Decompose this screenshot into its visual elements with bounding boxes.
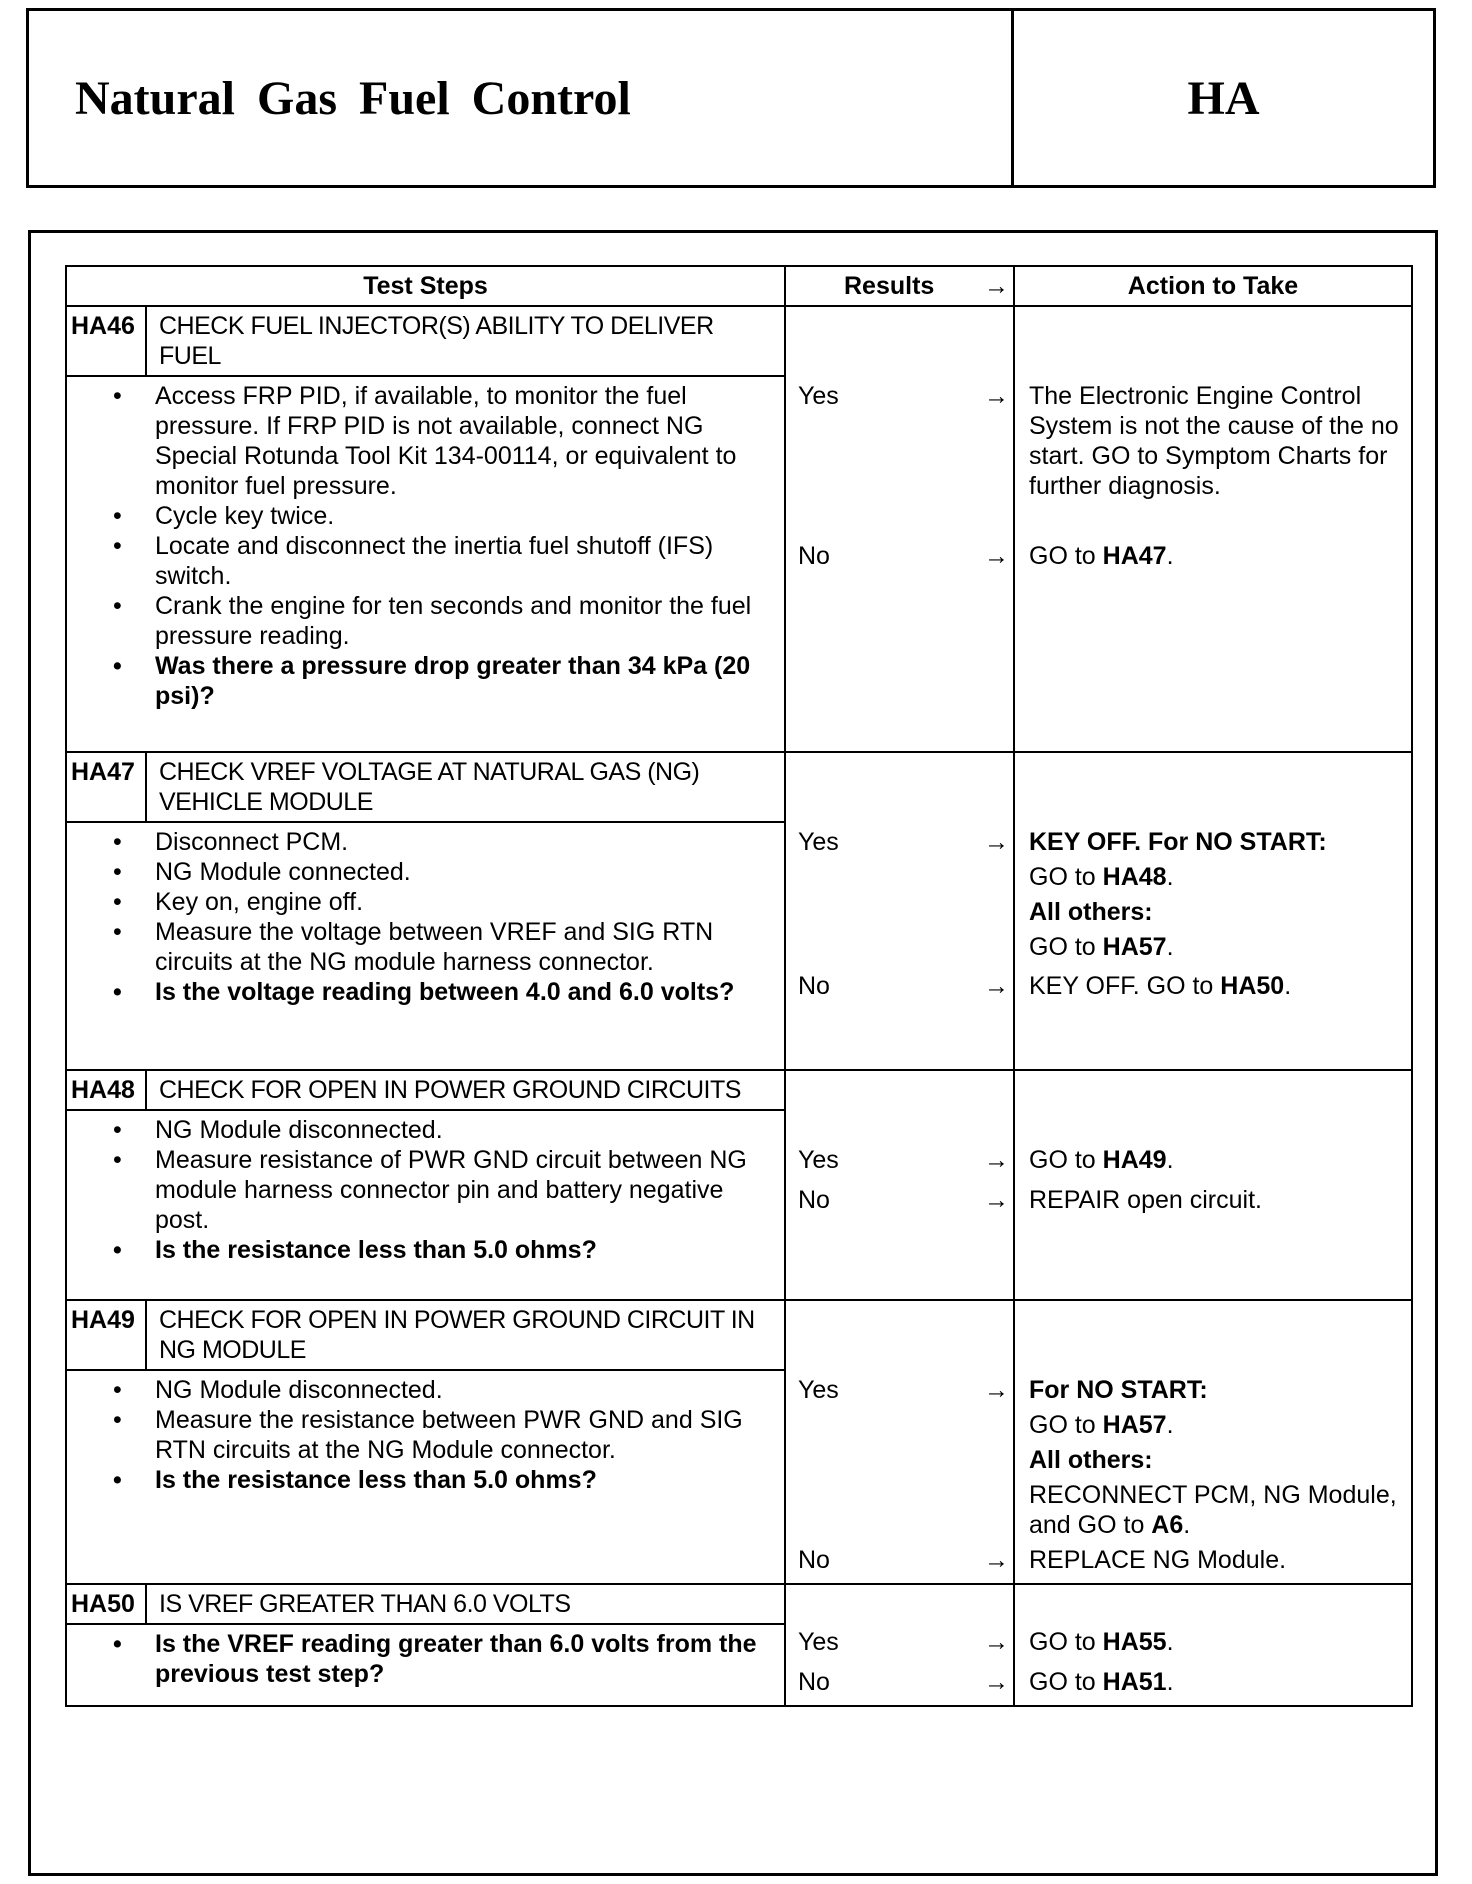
list-item: • Key on, engine off.	[155, 887, 772, 917]
arrow-right-icon: →	[984, 272, 1009, 300]
step-question: • Was there a pressure drop greater than 34 kPa (20 psi)?	[155, 651, 772, 711]
arrow-right-icon: →	[984, 542, 1009, 570]
list-item: • NG Module disconnected.	[155, 1375, 772, 1405]
step-question: • Is the voltage reading between 4.0 and 6.0 volts?	[155, 977, 772, 1007]
results-cell	[785, 1070, 1014, 1300]
step-question: • Is the resistance less than 5.0 ohms?	[155, 1235, 772, 1265]
action-text: REPLACE NG Module.	[1029, 1546, 1287, 1574]
arrow-right-icon: →	[984, 1546, 1009, 1574]
action-text: REPAIR open circuit.	[1029, 1186, 1262, 1214]
step-id: HA50	[67, 1585, 147, 1623]
action-text: GO to HA57.	[1029, 933, 1174, 961]
step-title: CHECK VREF VOLTAGE AT NATURAL GAS (NG) VEHICLE MODULE	[159, 758, 700, 816]
step-heading	[67, 753, 784, 823]
header-results	[785, 266, 1014, 306]
list-item: • Cycle key twice.	[155, 501, 772, 531]
action-text: GO to HA49.	[1029, 1146, 1174, 1174]
step-heading	[67, 1585, 784, 1625]
action-text: GO to HA55.	[1029, 1628, 1174, 1656]
result-yes: Yes	[798, 1146, 839, 1174]
step-cell	[66, 752, 785, 1070]
step-question: • Is the resistance less than 5.0 ohms?	[155, 1465, 772, 1495]
header-action: Action to Take	[1014, 266, 1412, 306]
action-text: For NO START:	[1029, 1376, 1208, 1404]
arrow-right-icon: →	[984, 972, 1009, 1000]
step-id: HA46	[67, 307, 147, 375]
page-title: Natural Gas Fuel Control	[29, 11, 1014, 185]
step-title: CHECK FUEL INJECTOR(S) ABILITY TO DELIVER FUEL	[159, 312, 714, 370]
table-row	[66, 306, 1412, 752]
results-cell	[785, 752, 1014, 1070]
action-cell	[1014, 306, 1412, 752]
step-cell	[66, 306, 785, 752]
step-id: HA49	[67, 1301, 147, 1369]
list-item: • Locate and disconnect the inertia fuel shutoff (IFS) switch.	[155, 531, 772, 591]
arrow-right-icon: →	[984, 1628, 1009, 1656]
results-cell	[785, 1300, 1014, 1584]
step-body	[67, 1625, 784, 1693]
action-text: GO to HA57.	[1029, 1411, 1174, 1439]
list-item: • Measure resistance of PWR GND circuit between NG module harness connector pin and battery negative post.	[155, 1145, 772, 1235]
list-item: • Crank the engine for ten seconds and monitor the fuel pressure reading.	[155, 591, 772, 651]
step-heading	[67, 307, 784, 377]
table-row	[66, 1070, 1412, 1300]
list-item: • Disconnect PCM.	[155, 827, 772, 857]
section-code: HA	[1187, 71, 1260, 125]
step-id: HA47	[67, 753, 147, 821]
list-item: • Measure the voltage between VREF and SIG RTN circuits at the NG module harness connector.	[155, 917, 772, 977]
header-results-label: Results	[844, 272, 935, 300]
content-panel	[28, 230, 1438, 1876]
result-no: No	[798, 1546, 830, 1574]
result-no: No	[798, 1186, 830, 1214]
arrow-right-icon: →	[984, 1186, 1009, 1214]
results-cell	[785, 1584, 1014, 1706]
action-text: GO to HA48.	[1029, 863, 1174, 891]
result-yes: Yes	[798, 1628, 839, 1656]
step-body	[67, 377, 784, 715]
table-row	[66, 1300, 1412, 1584]
action-text: KEY OFF. GO to HA50.	[1029, 972, 1292, 1000]
step-heading	[67, 1071, 784, 1111]
list-item: • NG Module disconnected.	[155, 1115, 772, 1145]
list-item: • Access FRP PID, if available, to monitor the fuel pressure. If FRP PID is not available, connect NG Special Rotunda Tool Kit 134-00114, or equivalent to monitor fuel pressure.	[155, 381, 772, 501]
result-no: No	[798, 542, 830, 570]
result-yes: Yes	[798, 1376, 839, 1404]
step-cell	[66, 1300, 785, 1584]
action-text: The Electronic Engine Control System is not the cause of the no start. GO to Symptom Charts for further diagnosis.	[1029, 382, 1399, 500]
action-cell	[1014, 752, 1412, 1070]
action-text: All others:	[1029, 898, 1153, 926]
action-cell	[1014, 1584, 1412, 1706]
list-item: • Measure the resistance between PWR GND and SIG RTN circuits at the NG Module connector.	[155, 1405, 772, 1465]
step-body	[67, 1371, 784, 1499]
header-test-steps: Test Steps	[66, 266, 785, 306]
arrow-right-icon: →	[984, 1668, 1009, 1696]
step-title: IS VREF GREATER THAN 6.0 VOLTS	[159, 1590, 571, 1618]
arrow-right-icon: →	[984, 828, 1009, 856]
step-title: CHECK FOR OPEN IN POWER GROUND CIRCUIT IN NG MODULE	[159, 1306, 755, 1364]
test-steps-table	[65, 265, 1413, 1707]
result-yes: Yes	[798, 382, 839, 410]
step-id: HA48	[67, 1071, 147, 1109]
table-header-row	[66, 266, 1412, 306]
action-text: KEY OFF. For NO START:	[1029, 828, 1327, 856]
action-cell	[1014, 1070, 1412, 1300]
step-cell	[66, 1070, 785, 1300]
step-heading	[67, 1301, 784, 1371]
result-yes: Yes	[798, 828, 839, 856]
table-row	[66, 752, 1412, 1070]
step-question: • Is the VREF reading greater than 6.0 volts from the previous test step?	[155, 1629, 772, 1689]
action-text: GO to HA51.	[1029, 1668, 1174, 1696]
action-text: RECONNECT PCM, NG Module, and GO to A6.	[1029, 1481, 1397, 1539]
results-cell	[785, 306, 1014, 752]
list-item: • NG Module connected.	[155, 857, 772, 887]
arrow-right-icon: →	[984, 382, 1009, 410]
action-text: GO to HA47.	[1029, 542, 1174, 570]
page-header	[26, 8, 1436, 188]
action-cell	[1014, 1300, 1412, 1584]
arrow-right-icon: →	[984, 1376, 1009, 1404]
arrow-right-icon: →	[984, 1146, 1009, 1174]
step-body	[67, 823, 784, 1011]
result-no: No	[798, 972, 830, 1000]
table-row	[66, 1584, 1412, 1706]
action-text: All others:	[1029, 1446, 1153, 1474]
step-body	[67, 1111, 784, 1269]
step-title: CHECK FOR OPEN IN POWER GROUND CIRCUITS	[159, 1076, 741, 1104]
result-no: No	[798, 1668, 830, 1696]
step-cell	[66, 1584, 785, 1706]
